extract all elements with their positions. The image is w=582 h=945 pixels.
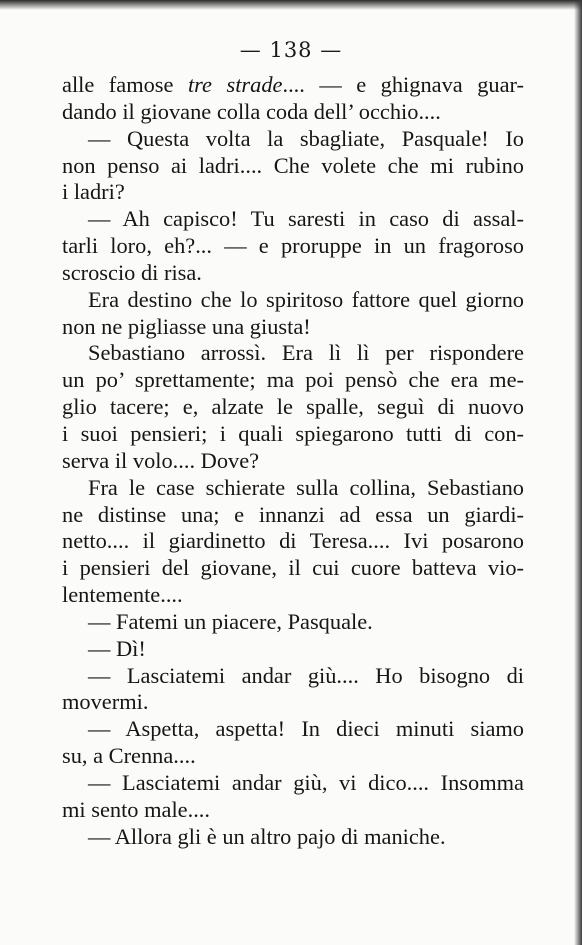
text-line: — Allora gli è un altro pajo di maniche. — [88, 823, 446, 849]
text-line: — Lasciatemi andar giù.... Ho bisogno di — [88, 662, 524, 688]
text-line: alle famose tre strade.... — e ghignava guar- — [62, 72, 524, 97]
text-line: serva il volo.... Dove? — [62, 447, 260, 473]
text-line: non ne pigliasse una giusta! — [62, 313, 311, 339]
text-line: — Ah capisco! Tu saresti in caso di assal- — [88, 206, 524, 232]
text-line: — Questa volta la sbagliate, Pasquale! Io — [88, 125, 524, 151]
text-line: — Lasciatemi andar giù, vi dico.... Insomma — [88, 769, 524, 795]
text-line: — Fatemi un piacere, Pasquale. — [88, 608, 373, 634]
text-line: dando il giovane colla coda dell’ occhio.... — [62, 98, 441, 124]
page-top-shadow — [0, 0, 582, 10]
text-line: movermi. — [62, 689, 149, 715]
text-line: glio tacere; e, alzate le spalle, seguì di nuovo — [62, 394, 524, 420]
text-line: i ladri? — [62, 179, 125, 205]
text-line: Era destino che lo spiritoso fattore quel giorno — [88, 286, 524, 312]
text-line: — Aspetta, aspetta! In dieci minuti siamo — [88, 716, 524, 742]
text-line: tarli loro, eh?... — e proruppe in un fragoroso — [62, 233, 524, 259]
page-edge-shadow — [574, 0, 582, 945]
body-text — [62, 72, 524, 850]
text-line: i suoi pensieri; i quali spiegarono tutti di con- — [62, 420, 524, 446]
text-line: Fra le case schierate sulla collina, Sebastiano — [88, 474, 524, 500]
text-line: i pensieri del giovane, il cui cuore batteva vio- — [62, 555, 524, 581]
text-line: ne distinse una; e innanzi ad essa un giardi- — [62, 501, 524, 527]
text-line: Sebastiano arrossì. Era lì lì per rispondere — [88, 340, 524, 366]
page-number: — 138 — — [239, 38, 343, 62]
italic-phrase: tre strade — [187, 72, 283, 97]
text-line: su, a Crenna.... — [62, 743, 196, 769]
text-line: mi sento male.... — [62, 796, 210, 822]
text-line: — Dì! — [88, 635, 146, 661]
text-line: un po’ sprettamente; ma poi pensò che era me- — [62, 367, 524, 393]
margin-mark — [14, 72, 24, 94]
text-line: netto.... il giardinetto di Teresa.... Ivi posarono — [62, 528, 524, 554]
text-line: non penso ai ladri.... Che volete che mi rubino — [62, 152, 524, 178]
text-line: scroscio di risa. — [62, 259, 202, 285]
text-line: lentemente.... — [62, 582, 183, 608]
